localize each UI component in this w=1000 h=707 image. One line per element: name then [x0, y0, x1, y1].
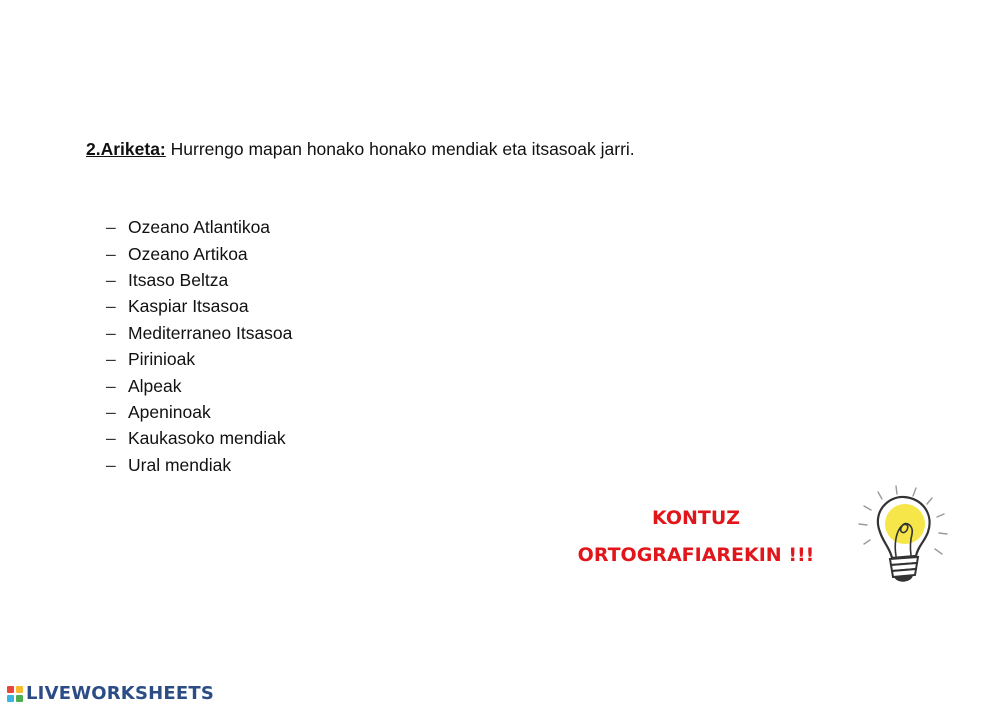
bullet-dash: –	[106, 243, 116, 264]
liveworksheets-brand[interactable]	[7, 683, 214, 704]
bullet-dash: –	[106, 349, 116, 370]
list-item	[106, 372, 292, 398]
list-item	[106, 346, 292, 372]
list-item-label: Kaukasoko mendiak	[128, 428, 286, 449]
list-item	[106, 240, 292, 266]
item-list	[106, 214, 292, 478]
exercise-label: 2.Ariketa:	[86, 139, 166, 159]
bullet-dash: –	[106, 454, 116, 475]
list-item-label: Ozeano Atlantikoa	[128, 217, 271, 238]
bullet-dash: –	[106, 401, 116, 422]
list-item-label: Itsaso Beltza	[128, 269, 229, 290]
bullet-dash: –	[106, 322, 116, 343]
warning-line-2: ORTOGRAFIAREKIN !!!	[577, 544, 815, 566]
bullet-dash: –	[106, 375, 116, 396]
list-item	[106, 425, 292, 451]
list-item-label: Apeninoak	[128, 401, 211, 422]
exercise-instruction: Hurrengo mapan honako honako mendiak eta itsasoak jarri.	[165, 139, 635, 159]
brand-name: LIVEWORKSHEETS	[26, 683, 215, 704]
liveworksheets-logo-icon	[7, 686, 23, 702]
list-item-label: Pirinioak	[128, 349, 196, 370]
list-item	[106, 452, 292, 478]
warning-line-1: KONTUZ	[651, 507, 741, 529]
lightbulb-icon	[850, 482, 955, 602]
list-item-label: Ozeano Artikoa	[128, 243, 248, 264]
list-item-label: Mediterraneo Itsasoa	[128, 322, 293, 343]
list-item	[106, 320, 292, 346]
list-item-label: Alpeak	[128, 375, 182, 396]
spelling-warning	[560, 500, 832, 574]
list-item-label: Kaspiar Itsasoa	[128, 296, 249, 317]
bullet-dash: –	[106, 217, 116, 238]
list-item-label: Ural mendiak	[128, 454, 232, 475]
list-item	[106, 267, 292, 293]
bullet-dash: –	[106, 428, 116, 449]
bullet-dash: –	[106, 296, 116, 317]
list-item	[106, 293, 292, 319]
bullet-dash: –	[106, 269, 116, 290]
list-item	[106, 214, 292, 240]
exercise-heading	[86, 139, 635, 160]
list-item	[106, 399, 292, 425]
